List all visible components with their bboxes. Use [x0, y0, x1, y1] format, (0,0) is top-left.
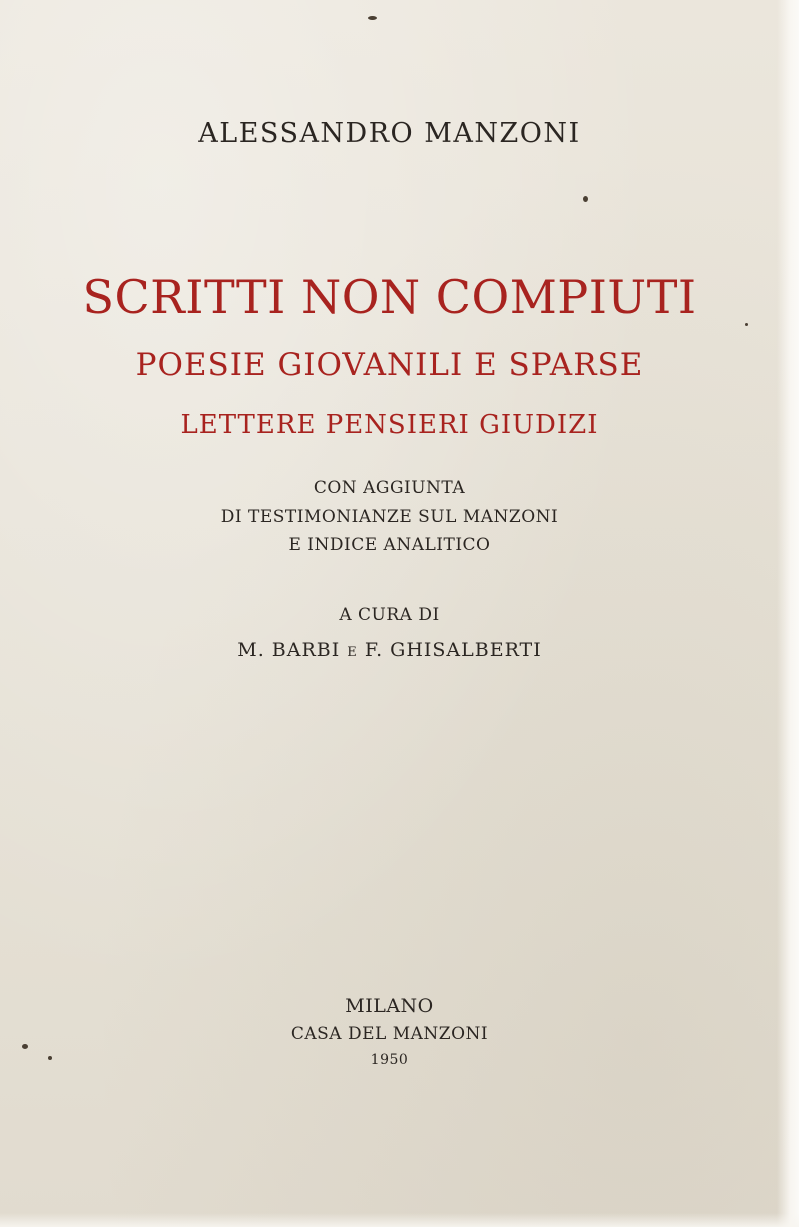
title-line-1: SCRITTI NON COMPIUTI: [82, 270, 697, 324]
publication-year: 1950: [370, 1052, 409, 1068]
editor-conjunction: E: [347, 645, 358, 660]
edited-by-label: A CURA DI: [339, 605, 440, 625]
page-edge-bottom: [0, 1213, 799, 1227]
editors-line: [0, 639, 789, 661]
subtitle-line-1: CON AGGIUNTA: [313, 478, 466, 498]
title-line-2: POESIE GIOVANILI E SPARSE: [135, 347, 644, 383]
publisher-city: MILANO: [345, 995, 434, 1017]
editor-name-1: M. BARBI: [237, 639, 341, 661]
author-name: ALESSANDRO MANZONI: [198, 118, 581, 149]
paper-speck: [22, 1044, 28, 1049]
editor-name-2: F. GHISALBERTI: [364, 639, 542, 661]
paper-speck: [368, 16, 377, 20]
paper-speck: [583, 196, 588, 202]
publisher-name: CASA DEL MANZONI: [290, 1024, 489, 1044]
subtitle-line-2: DI TESTIMONIANZE SUL MANZONI: [220, 507, 559, 527]
title-line-3: LETTERE PENSIERI GIUDIZI: [180, 410, 599, 440]
subtitle-line-3: E INDICE ANALITICO: [288, 535, 491, 555]
